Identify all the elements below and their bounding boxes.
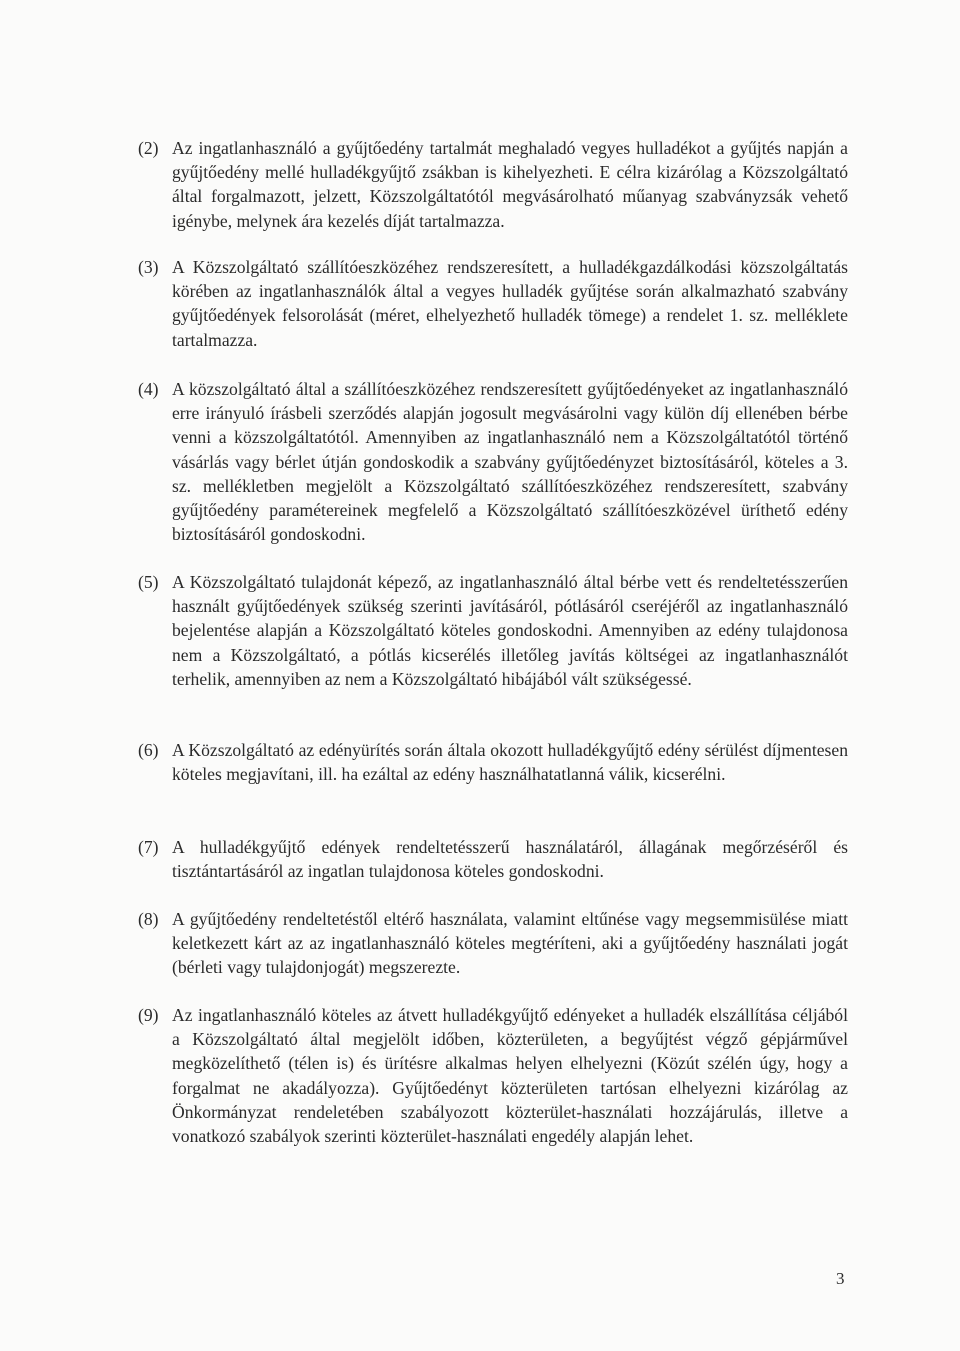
paragraph-3 [138,255,848,352]
paragraph-number: (7) [138,837,159,857]
paragraph-number: (8) [138,909,159,929]
paragraph-number: (9) [138,1005,159,1025]
paragraph-number: (5) [138,572,159,592]
paragraph-number: (6) [138,740,159,760]
paragraph-text: A Közszolgáltató szállítóeszközéhez rendszeresített, a hulladékgazdálkodási közszolgáltatás körében az ingatlanhasználók által a vegyes hulladék gyűjtése során alkalmazható szabvány gyűjtőedények felsorolását (méret, elhelyezhető hulladék tömege) a rendelet 1. sz. melléklete tartalmazza. [172,257,848,350]
paragraph-text: A Közszolgáltató tulajdonát képező, az ingatlanhasználó által bérbe vett és rendeltetésszerűen használt gyűjtőedények szükség szerinti javításáról, pótlásáról cseréjéről az ingatlanhasználó bejelentése alapján a Közszolgáltató köteles gondoskodni. Amennyiben az edény tulajdonosa nem a Közszolgáltató, a pótlás kicserélés illetőleg javítás költségei az ingatlanhasználót terhelik, amennyiben az nem a Közszolgáltató hibájából vált szükségessé. [172,572,848,689]
paragraph-2 [138,136,848,233]
paragraph-text: Az ingatlanhasználó a gyűjtőedény tartalmát meghaladó vegyes hulladékot a gyűjtés napján a gyűjtőedény mellé hulladékgyűjtő zsákban is kihelyezheti. E célra kizárólag a Közszolgáltató által forgalmazott, jelzett, Közszolgáltatótól megvásárolható műanyag szabványzsák vehető igénybe, melynek ára kezelés díját tartalmazza. [172,138,848,231]
paragraph-text: Az ingatlanhasználó köteles az átvett hulladékgyűjtő edényeket a hulladék elszállítása céljából a Közszolgáltató által megjelölt időben, közterületen, a begyűjtést végző gépjárművel megközelíthető (télen is) és ürítésre alkalmas helyen elhelyezni (Közút szélén úgy, hogy a forgalmat ne akadályozza). Gyűjtőedényt közterületen tartósan elhelyezni kizárólag az Önkormányzat rendeletében szabályozott közterület-használati hozzájárulás, illetve a vonatkozó szabályok szerinti közterület-használati engedély alapján lehet. [172,1005,848,1147]
paragraph-number: (4) [138,379,159,399]
paragraph-9 [138,1003,848,1148]
page-number: 3 [836,1269,845,1288]
paragraph-text: A hulladékgyűjtő edények rendeltetésszerű használatáról, állagának megőrzéséről és tisztántartásáról az ingatlan tulajdonosa köteles gondoskodni. [172,837,848,882]
paragraph-8 [138,907,848,980]
paragraph-text: A gyűjtőedény rendeltetéstől eltérő használata, valamint eltűnése vagy megsemmisülése miatt keletkezett kárt az az ingatlanhasználó köteles megtéríteni, aki a gyűjtőedény használati jogát (bérleti vagy tulajdonjogát) megszerezte. [172,909,848,978]
paragraph-number: (3) [138,257,159,277]
paragraph-4 [138,377,848,546]
paragraph-number: (2) [138,138,159,158]
paragraph-text: A közszolgáltató által a szállítóeszközéhez rendszeresített gyűjtőedényeket az ingatlanhasználó erre irányuló írásbeli szerződés alapján jogosult megvásárolni vagy külön díj ellenében bérbe venni a közszolgáltatótól. Amennyiben az ingatlanhasználó nem a Közszolgáltatótól történő vásárlás vagy bérlet útján gondoskodik a szabvány gyűjtőedényzet biztosításáról, köteles a 3. sz. mellékletben megjelölt a Közszolgáltató szállítóeszközéhez rendszeresített, szabvány gyűjtőedény paramétereinek megfelelő a Közszolgáltató szállítóeszközével üríthető edény biztosításáról gondoskodni. [172,379,848,545]
paragraph-text: A Közszolgáltató az edényürítés során általa okozott hulladékgyűjtő edény sérülést díjmentesen köteles megjavítani, ill. ha ezáltal az edény használhatatlanná válik, kicserélni. [172,740,848,785]
paragraph-7 [138,835,848,883]
paragraph-5 [138,570,848,691]
paragraph-6 [138,738,848,786]
